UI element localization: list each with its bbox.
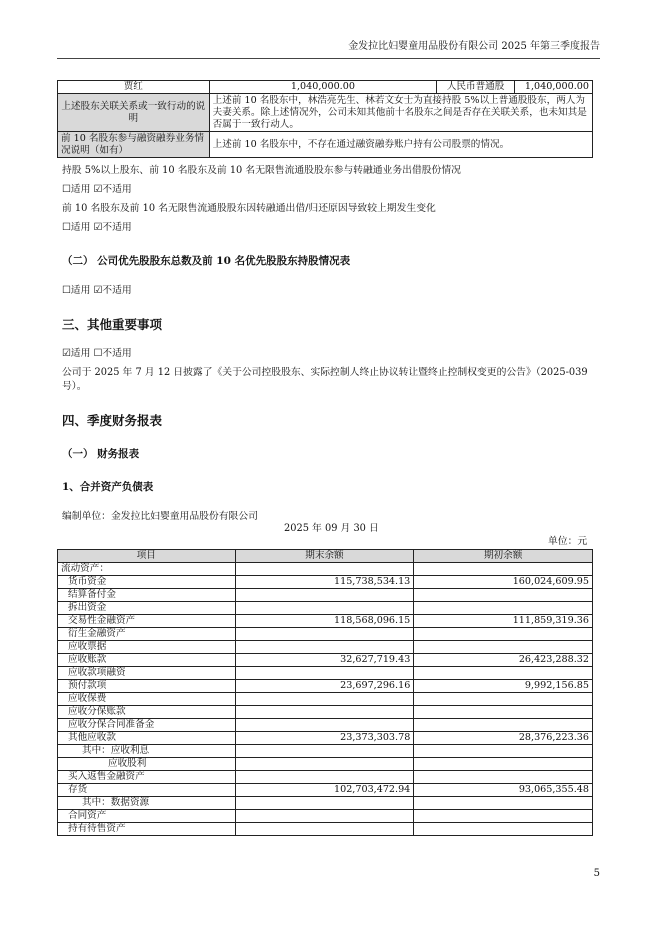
row-item: 其中：数据资源 [58,797,236,810]
row-begin-balance: 111,859,319.36 [414,615,593,628]
table-row [58,823,593,836]
header-begin: 期初余额 [414,550,593,563]
row-begin-balance [414,771,593,784]
table-row [58,771,593,784]
row-begin-balance [414,706,593,719]
margin-label: 前 10 名股东参与融资融券业务情况说明（如有） [58,132,210,158]
header-item: 项目 [58,550,236,563]
balance-sheet-table [57,549,593,836]
date-line: 2025 年 09 月 30 日 [284,523,379,534]
row-end-balance [235,602,414,615]
row-end-balance [235,667,414,680]
share-type: 人民币普通股 [437,81,515,94]
row-begin-balance [414,602,593,615]
row-item: 持有待售资产 [58,823,236,836]
table-row [58,758,593,771]
row-end-balance [235,810,414,823]
page-header [57,38,600,59]
row-end-balance: 102,703,472.94 [235,784,414,797]
row-end-balance [235,693,414,706]
table-header-row [58,550,593,563]
row-begin-balance [414,563,593,576]
section3-heading: 三、其他重要事项 [62,317,163,332]
row-item: 合同资产 [58,810,236,823]
row-end-balance [235,628,414,641]
row-begin-balance: 160,024,609.95 [414,576,593,589]
section4-heading: 四、季度财务报表 [62,413,163,428]
row-item: 应收保费 [58,693,236,706]
row-item: 预付款项 [58,680,236,693]
table-row [58,719,593,732]
table-row [58,641,593,654]
page-number: 5 [593,868,600,879]
holder-name: 贾红 [58,81,210,94]
row-begin-balance [414,797,593,810]
row-begin-balance [414,589,593,602]
relation-label: 上述股东关联关系或一致行动的说明 [58,94,210,132]
row-begin-balance [414,823,593,836]
table-row [58,602,593,615]
row-begin-balance: 9,992,156.85 [414,680,593,693]
change-note: 前 10 名股东及前 10 名无限售流通股股东因转融通出借/归还原因导致较上期发生变化 [62,203,436,214]
preferred-option: ☐适用 ☑不适用 [62,285,132,296]
company-line: 编制单位：金发拉比妇婴童用品股份有限公司 [62,511,258,522]
row-begin-balance [414,745,593,758]
row-end-balance: 23,373,303.78 [235,732,414,745]
table-row [58,667,593,680]
unit-line: 单位：元 [548,536,588,547]
table-row [58,732,593,745]
row-end-balance [235,823,414,836]
row-end-balance: 23,697,296.16 [235,680,414,693]
shareholder-table [57,80,593,158]
table-row [58,745,593,758]
row-item: 其他应收款 [58,732,236,745]
row-end-balance [235,797,414,810]
table-row [58,589,593,602]
table-row [58,693,593,706]
lending-option: ☐适用 ☑不适用 [62,184,132,195]
row-item: 其中：应收利息 [58,745,236,758]
table-row [58,615,593,628]
row-begin-balance [414,719,593,732]
row-item: 应收账款 [58,654,236,667]
row-item: 交易性金融资产 [58,615,236,628]
row-item: 买入返售金融资产 [58,771,236,784]
row-begin-balance [414,641,593,654]
table-row [58,797,593,810]
relation-text: 上述前 10 名股东中，林浩亮先生、林若文女士为直接持股 5%以上普通股股东，两人为夫妻关系。除上述情况外，公司未知其他前十名股东之间是否存在关联关系，也未知其是否属于一致行动人。 [209,94,592,132]
row-begin-balance: 26,423,288.32 [414,654,593,667]
row-begin-balance [414,628,593,641]
row-item: 衍生金融资产 [58,628,236,641]
balance-sheet-heading: 1、合并资产负债表 [62,481,154,493]
change-option: ☐适用 ☑不适用 [62,222,132,233]
row-end-balance [235,641,414,654]
section3-text: 公司于 2025 年 7 月 12 日披露了《关于公司控股股东、实际控制人终止协议转让暨终止控制权变更的公告》（2025-039 号）。 [62,367,588,392]
row-begin-balance [414,667,593,680]
table-row [58,576,593,589]
table-row [58,706,593,719]
row-end-balance [235,719,414,732]
row-end-balance [235,563,414,576]
row-item: 结算备付金 [58,589,236,602]
header-end: 期末余额 [235,550,414,563]
share-qty: 1,040,000.00 [515,81,593,94]
row-end-balance [235,771,414,784]
margin-text: 上述前 10 名股东中，不存在通过融资融券账户持有公司股票的情况。 [209,132,592,158]
row-item: 应收款项融资 [58,667,236,680]
row-end-balance [235,706,414,719]
lending-note: 持股 5%以上股东、前 10 名股东及前 10 名无限售流通股股东参与转融通业务出借股份情况 [62,165,461,176]
row-item: 货币资金 [58,576,236,589]
table-row [58,628,593,641]
row-end-balance: 115,738,534.13 [235,576,414,589]
row-end-balance [235,758,414,771]
row-item: 流动资产： [58,563,236,576]
row-item: 应收股利 [58,758,236,771]
balance-sheet-body [58,563,593,836]
table-row [58,563,593,576]
row-begin-balance [414,758,593,771]
header-title: 金发拉比妇婴童用品股份有限公司 2025 年第三季度报告 [348,41,600,52]
row-begin-balance: 28,376,223.36 [414,732,593,745]
table-row [58,810,593,823]
row-begin-balance: 93,065,355.48 [414,784,593,797]
row-end-balance [235,745,414,758]
row-item: 应收分保合同准备金 [58,719,236,732]
holder-shares: 1,040,000.00 [209,81,437,94]
row-end-balance [235,589,414,602]
table-row [58,654,593,667]
row-item: 应收票据 [58,641,236,654]
row-item: 应收分保账款 [58,706,236,719]
row-item: 存货 [58,784,236,797]
table-row [58,680,593,693]
row-end-balance: 32,627,719.43 [235,654,414,667]
row-begin-balance [414,810,593,823]
row-begin-balance [414,693,593,706]
table-row [58,784,593,797]
financial-statements-heading: （一） 财务报表 [62,448,140,460]
row-item: 拆出资金 [58,602,236,615]
preferred-heading: （二） 公司优先股股东总数及前 10 名优先股股东持股情况表 [62,255,351,267]
row-end-balance: 118,568,096.15 [235,615,414,628]
section3-option: ☑适用 ☐不适用 [62,348,132,359]
